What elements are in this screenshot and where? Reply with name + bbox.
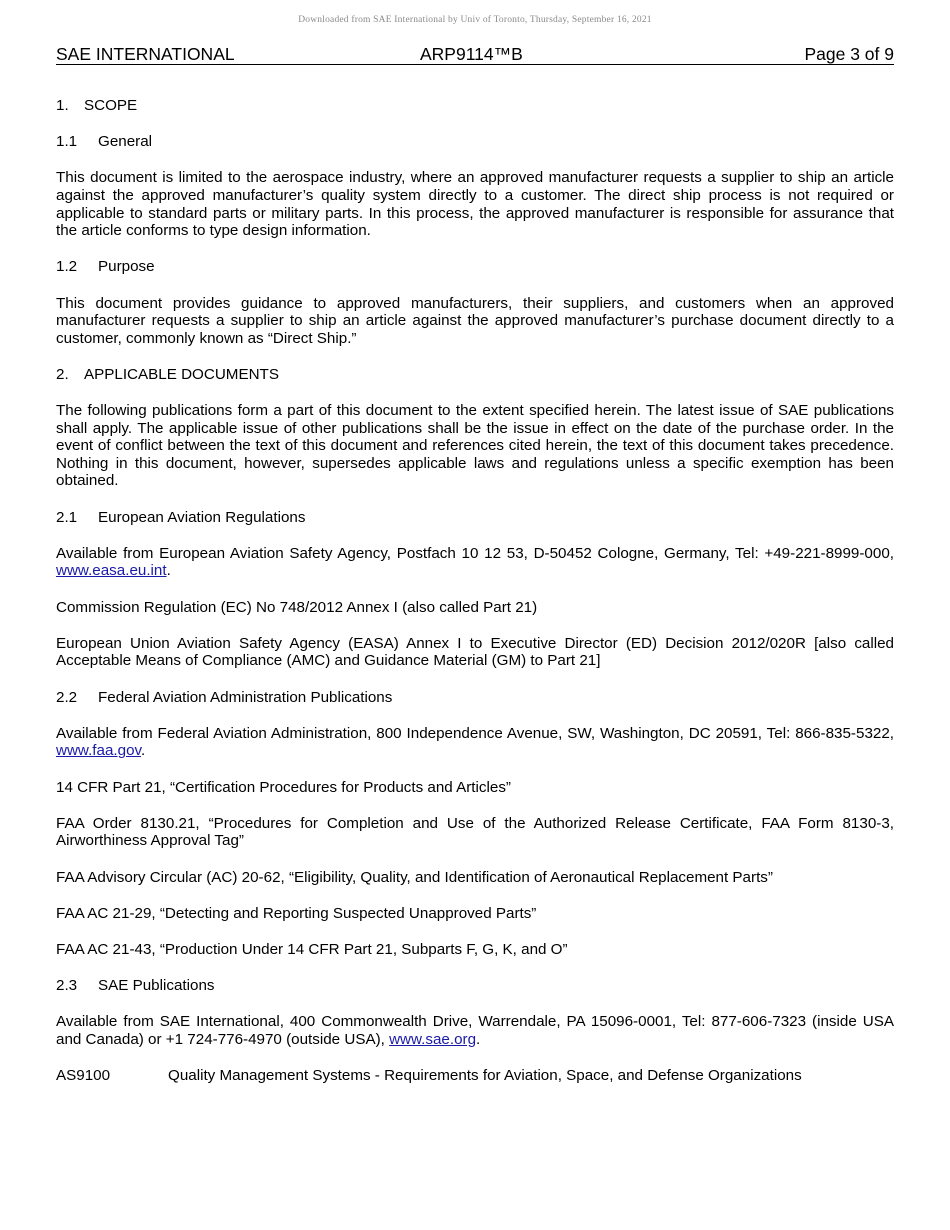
- section-heading-applicable-documents: [56, 366, 894, 384]
- reference-item: 14 CFR Part 21, “Certification Procedures for Products and Articles”: [56, 778, 511, 796]
- subsection-title: European Aviation Regulations: [98, 508, 306, 526]
- subsection-number: 2.1: [56, 508, 78, 526]
- faa-availability-text: Available from Federal Aviation Administration, 800 Independence Avenue, SW, Washington, DC 20591, Tel: 866-835-5322,: [56, 724, 894, 742]
- subsection-number: 2.2: [56, 688, 78, 706]
- page-header: [56, 44, 894, 65]
- reference-item: FAA Advisory Circular (AC) 20-62, “Eligibility, Quality, and Identification of Aeronautical Replacement Parts”: [56, 868, 773, 886]
- subsection-title: SAE Publications: [98, 977, 215, 995]
- easa-availability: [56, 545, 894, 580]
- section-number: 1.: [56, 97, 69, 114]
- faa-availability: [56, 725, 894, 760]
- download-watermark: Downloaded from SAE International by Univ of Toronto, Thursday, September 16, 2021: [298, 15, 652, 25]
- sentence-end: .: [140, 742, 146, 760]
- reference-item: European Union Aviation Safety Agency (EASA) Annex I to Executive Director (ED) Decision 2012/020R [also called Acceptable Means of Compliance (AMC) and Guidance Material (GM) to Part 21]: [56, 634, 894, 670]
- sae-website-link[interactable]: www.sae.org: [389, 1030, 477, 1048]
- subsection-heading-european-regulations: [56, 509, 894, 527]
- subsection-number: 1.2: [56, 258, 78, 276]
- standard-reference-row: [56, 1067, 894, 1085]
- standard-title: Quality Management Systems - Requirements for Aviation, Space, and Defense Organizations: [168, 1067, 802, 1085]
- reference-item: FAA AC 21-29, “Detecting and Reporting Suspected Unapproved Parts”: [56, 904, 537, 922]
- sae-availability: [56, 1013, 894, 1048]
- reference-item: Commission Regulation (EC) No 748/2012 Annex I (also called Part 21): [56, 598, 538, 616]
- easa-website-link[interactable]: www.easa.eu.int: [56, 562, 167, 580]
- subsection-number: 1.1: [56, 133, 78, 151]
- general-paragraph: This document is limited to the aerospace industry, where an approved manufacturer requests a supplier to ship an article against the approved manufacturer’s quality system directly to a customer. The direct ship process is not required or applicable to standard parts or military parts. In this process, the approved manufacturer is responsible for assurance that the article conforms to type design information.: [56, 169, 894, 240]
- sae-availability-text: Available from SAE International, 400 Commonwealth Drive, Warrendale, PA 15096-0001, Tel: 877-606-7323 (inside USA and Canada) or +1 724-776-4970 (outside USA),: [56, 1013, 894, 1048]
- header-organization: SAE INTERNATIONAL: [56, 44, 235, 64]
- sentence-end: .: [476, 1030, 481, 1048]
- subsection-number: 2.3: [56, 977, 78, 995]
- subsection-heading-faa-publications: [56, 689, 894, 707]
- header-page-number: Page 3 of 9: [804, 44, 894, 64]
- document-body: [56, 97, 894, 1103]
- reference-item: FAA Order 8130.21, “Procedures for Completion and Use of the Authorized Release Certificate, FAA Form 8130-3, Airworthiness Approval Tag”: [56, 814, 894, 850]
- header-document-id: ARP9114™B: [420, 44, 523, 64]
- standard-code: AS9100: [56, 1067, 111, 1085]
- subsection-heading-general: [56, 133, 894, 151]
- sentence-end: .: [166, 562, 171, 580]
- faa-website-link[interactable]: www.faa.gov: [56, 742, 141, 760]
- section-title: APPLICABLE DOCUMENTS: [84, 365, 279, 383]
- applicable-documents-intro: The following publications form a part of this document to the extent specified herein. The latest issue of SAE publications shall apply. The applicable issue of other publications shall be the issue in effect on the date of the purchase order. In the event of conflict between the text of this document and references cited herein, the text of this document takes precedence. Nothing in this document, however, supersedes applicable laws and regulations unless a specific exemption has been obtained.: [56, 402, 894, 490]
- easa-availability-text: Available from European Aviation Safety Agency, Postfach 10 12 53, D-50452 Cologne, Germany, Tel: +49-221-8999-000,: [56, 544, 894, 562]
- subsection-title: Purpose: [98, 258, 155, 276]
- subsection-heading-purpose: [56, 258, 894, 276]
- section-number: 2.: [56, 365, 69, 383]
- subsection-title: Federal Aviation Administration Publications: [98, 688, 393, 706]
- purpose-paragraph: This document provides guidance to approved manufacturers, their suppliers, and customers when an approved manufacturer requests a supplier to ship an article against the approved manufacturer’s purchase document directly to a customer, commonly known as “Direct Ship.”: [56, 294, 894, 347]
- subsection-heading-sae-publications: [56, 977, 894, 995]
- section-title: SCOPE: [84, 97, 138, 114]
- subsection-title: General: [98, 133, 153, 151]
- reference-item: FAA AC 21-43, “Production Under 14 CFR Part 21, Subparts F, G, K, and O”: [56, 940, 568, 958]
- section-heading-scope: [56, 97, 894, 115]
